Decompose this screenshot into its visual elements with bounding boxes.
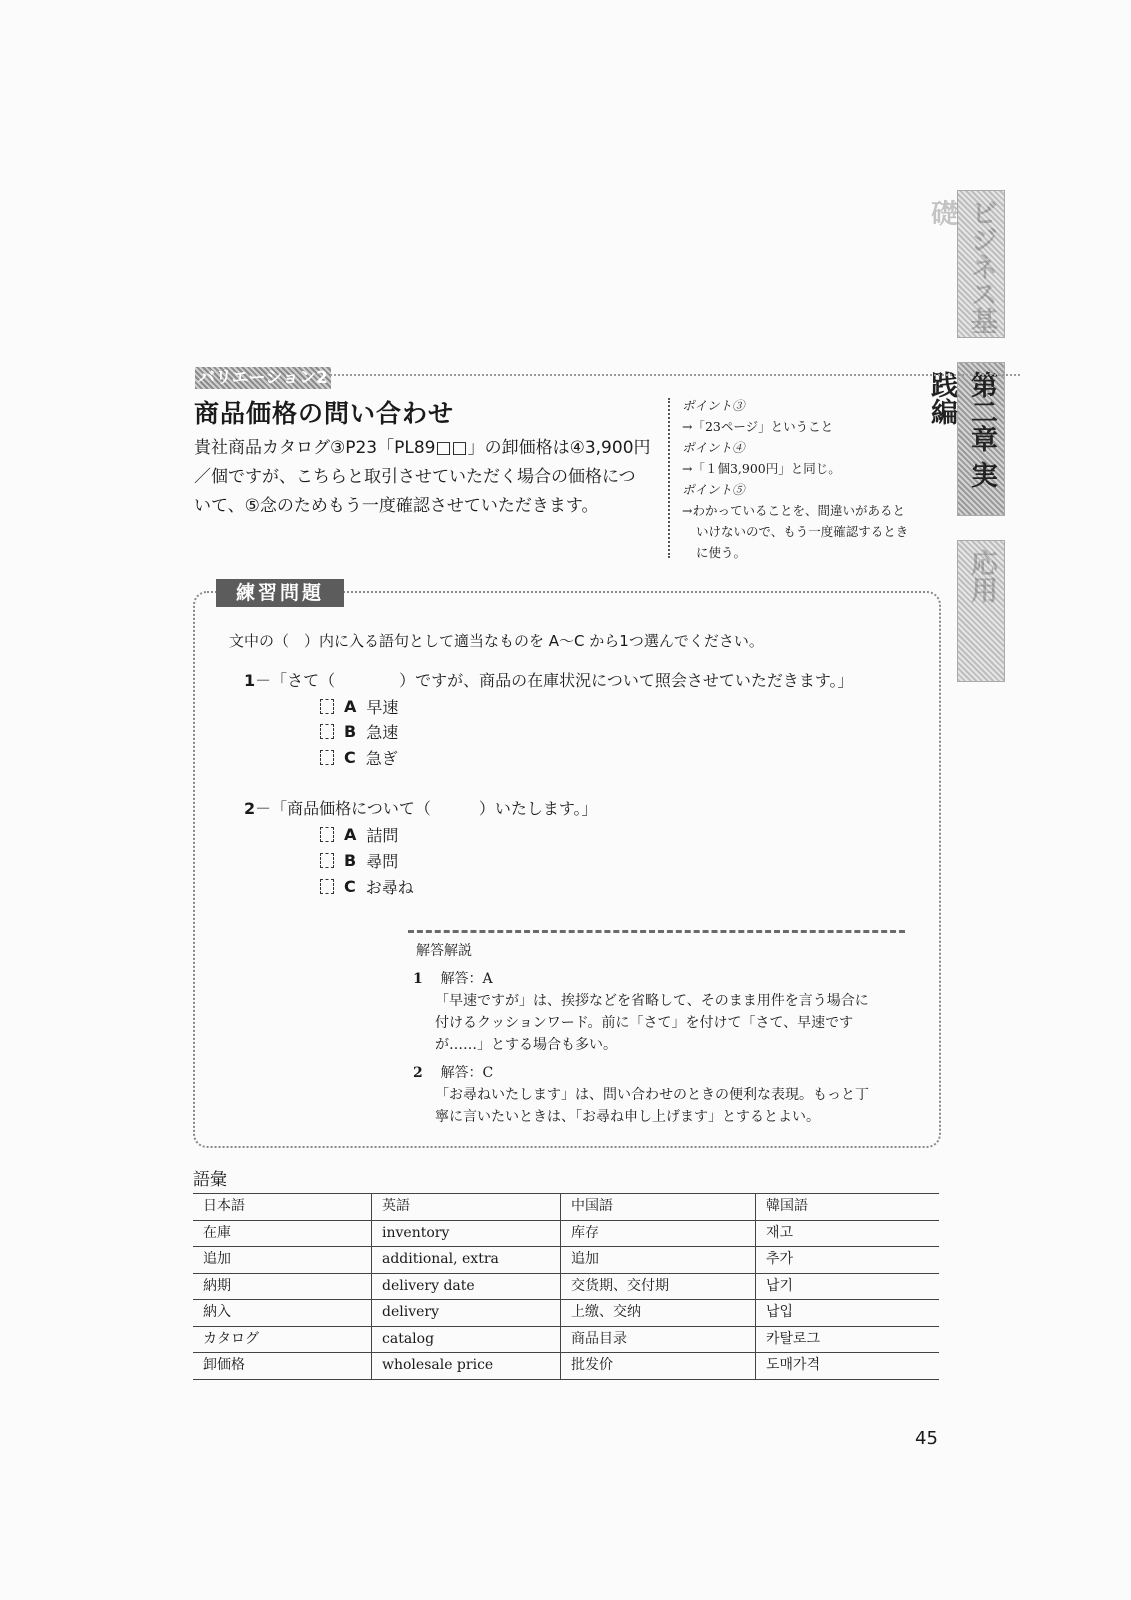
choice-text: お尋ね (365, 878, 414, 897)
table-cell: 追加 (193, 1247, 372, 1274)
choice-letter: C (344, 877, 356, 896)
table-cell: delivery date (372, 1273, 561, 1300)
sentence-line: 貴社商品カタログ③P23「PL89□□」の卸価格は④3,900円 (194, 438, 651, 458)
answer-line: が……」とする場合も多い。 (435, 1037, 617, 1053)
table-cell: 库存 (561, 1220, 756, 1247)
side-tab-2 (926, 362, 1005, 516)
answer-line: 寧に言いたいときは、「お尋ね申し上げます」とするとよい。 (435, 1109, 820, 1125)
side-tab-label: 第二章 実践編 (926, 371, 997, 489)
answer-number: 1 (413, 971, 423, 987)
divider (668, 398, 670, 558)
point-line: いけないので、もう一度確認するとき (696, 524, 909, 539)
table-cell: 上缴、交纳 (561, 1300, 756, 1327)
exercise-instruction: 文中の（ ）内に入る語句として適当なものを A～C から1つ選んでください。 (229, 632, 764, 650)
table-cell: 추가 (756, 1247, 940, 1274)
table-cell: delivery (372, 1300, 561, 1327)
choice-text: 急速 (366, 723, 399, 742)
table-cell: カタログ (193, 1326, 372, 1353)
checkbox[interactable] (320, 699, 334, 714)
point-line: に使う。 (696, 545, 747, 560)
choice-item[interactable] (320, 849, 398, 872)
choice-item[interactable] (320, 720, 398, 743)
page-title: 商品価格の問い合わせ (194, 399, 455, 428)
answer-label: 解答：C (440, 1065, 494, 1081)
side-tab-3 (957, 540, 1005, 682)
answer-number: 2 (413, 1065, 423, 1081)
table-row (193, 1353, 939, 1380)
points-panel (682, 395, 952, 563)
sentence-line: ／個ですが、こちらと取引させていただく場合の価格につ (194, 467, 636, 487)
table-row (193, 1247, 939, 1274)
point-heading: ポイント⑤ (682, 482, 745, 497)
point-heading: ポイント④ (682, 440, 745, 455)
table-cell: additional, extra (372, 1247, 561, 1274)
point-line: →「23ページ」ということ (682, 419, 834, 434)
table-cell: 追加 (561, 1247, 756, 1274)
table-cell: 도매가격 (756, 1353, 940, 1380)
side-tab-label: 応用 (966, 549, 997, 603)
table-header-cell: 英語 (372, 1194, 561, 1221)
choice-item[interactable] (320, 746, 398, 769)
table-cell: 納入 (193, 1300, 372, 1327)
table-row (193, 1326, 939, 1353)
table-cell: wholesale price (372, 1353, 561, 1380)
section-tag: バリエーション2 (195, 367, 331, 389)
choice-text: 尋問 (366, 852, 399, 871)
table-cell: catalog (372, 1326, 561, 1353)
checkbox[interactable] (320, 724, 334, 739)
choice-letter: A (344, 825, 357, 844)
divider (330, 374, 1020, 376)
choice-text: 早速 (366, 698, 399, 717)
answer-item (413, 1062, 913, 1128)
checkbox[interactable] (320, 827, 334, 842)
table-row (193, 1220, 939, 1247)
table-cell: 商品目录 (561, 1326, 756, 1353)
table-cell: inventory (372, 1220, 561, 1247)
example-sentence (194, 434, 654, 521)
checkbox[interactable] (320, 879, 334, 894)
question-number: 2 (244, 799, 256, 818)
table-header-cell: 中国語 (561, 1194, 756, 1221)
answer-item (413, 968, 913, 1056)
table-cell: 交货期、交付期 (561, 1273, 756, 1300)
choice-item[interactable] (320, 875, 414, 898)
table-row (193, 1273, 939, 1300)
choice-item[interactable] (320, 823, 398, 846)
choice-letter: A (344, 697, 357, 716)
question-text: －「商品価格について（ ）いたします。」 (255, 799, 598, 818)
vocab-table (193, 1193, 939, 1380)
answer-line: 「早速ですが」は、挨拶などを省略して、そのまま用件を言う場合に (435, 993, 869, 1009)
side-tab-1 (926, 190, 1005, 338)
table-cell: 카탈로그 (756, 1326, 940, 1353)
answer-title: 解答解説 (416, 943, 472, 959)
table-cell: 卸価格 (193, 1353, 372, 1380)
table-cell: 납입 (756, 1300, 940, 1327)
point-line: →わかっていることを、間違いがあると (682, 503, 905, 518)
sentence-line: いて、⑤念のためもう一度確認させていただきます。 (194, 496, 599, 516)
table-cell: 批发价 (561, 1353, 756, 1380)
table-header-cell: 韓国語 (756, 1194, 940, 1221)
table-cell: 납기 (756, 1273, 940, 1300)
question-2 (244, 796, 598, 819)
point-heading: ポイント③ (682, 398, 745, 413)
table-cell: 재고 (756, 1220, 940, 1247)
answer-line: 付けるクッションワード。前に「さて」を付けて「さて、早速です (435, 1015, 854, 1031)
point-line: →「１個3,900円」と同じ。 (682, 461, 841, 476)
checkbox[interactable] (320, 853, 334, 868)
question-text: －「さて（ ）ですが、商品の在庫状況について照会させていただきます。」 (255, 671, 854, 690)
answer-line: 「お尋ねいたします」は、問い合わせのときの便利な表現。もっと丁 (435, 1087, 869, 1103)
answer-label: 解答：A (440, 971, 493, 987)
side-tab-label: ビジネス基礎 (926, 199, 997, 334)
page-number: 45 (915, 1428, 938, 1449)
question-number: 1 (244, 671, 256, 690)
choice-text: 急ぎ (365, 749, 398, 768)
checkbox[interactable] (320, 750, 334, 765)
choice-text: 詰問 (366, 826, 399, 845)
table-row (193, 1300, 939, 1327)
table-header-cell: 日本語 (193, 1194, 372, 1221)
table-cell: 在庫 (193, 1220, 372, 1247)
choice-letter: B (344, 851, 357, 870)
divider (408, 930, 905, 933)
vocab-title: 語彙 (193, 1170, 227, 1190)
choice-item[interactable] (320, 695, 398, 718)
choice-letter: B (344, 722, 357, 741)
table-cell: 納期 (193, 1273, 372, 1300)
exercise-tag: 練習問題 (216, 579, 344, 607)
choice-letter: C (344, 748, 356, 767)
question-1 (244, 668, 854, 691)
table-header-row (193, 1194, 939, 1221)
